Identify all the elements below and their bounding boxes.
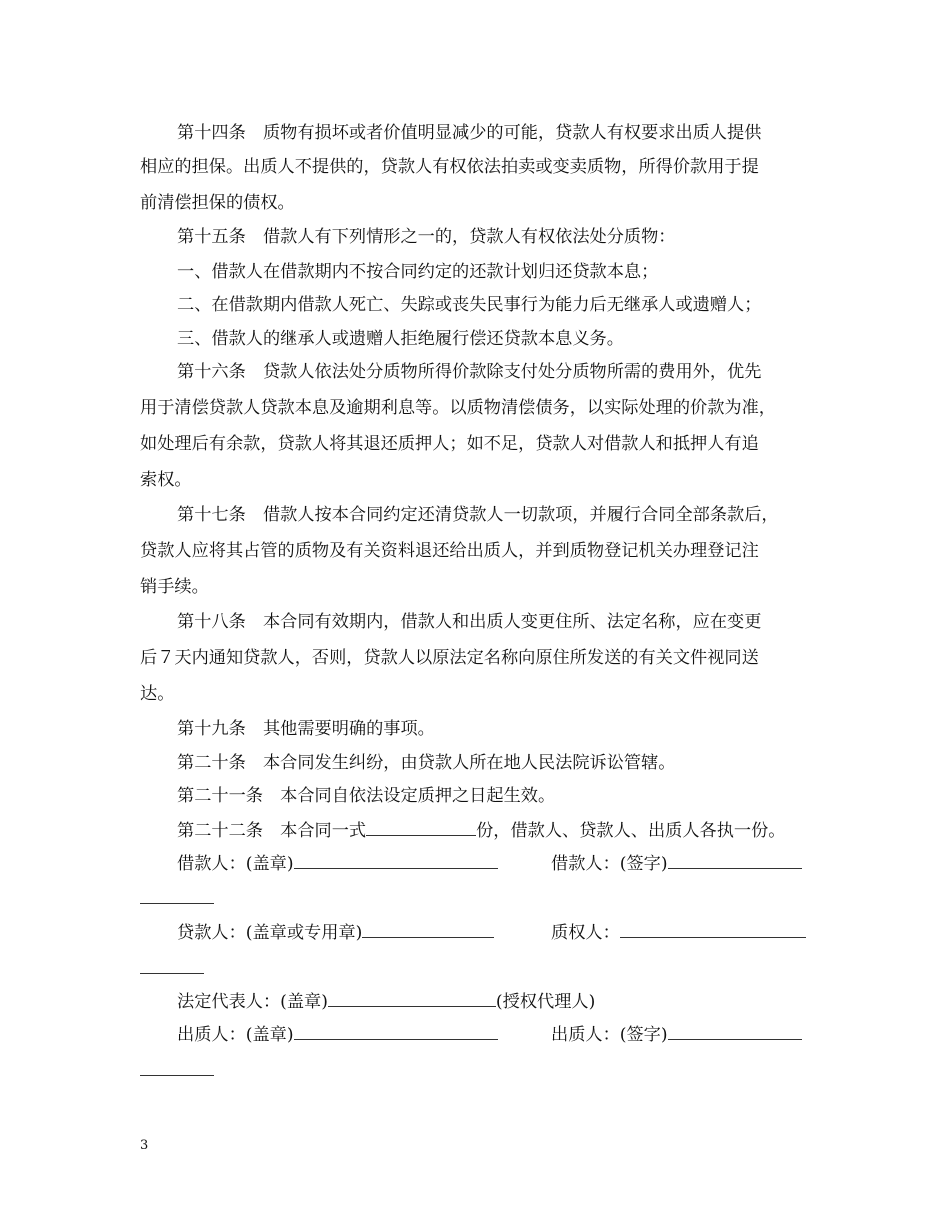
borrower-sign-label: 借款人：(签字) [551, 854, 668, 874]
pledgor-sign-continuation [140, 1060, 820, 1081]
article-16-line-1: 第十六条 贷款人依法处分质物所得价款除支付处分质物所需的费用外，优先 [177, 362, 762, 382]
article-15-line-1: 第十五条 借款人有下列情形之一的，贷款人有权依法处分质物： [177, 227, 676, 247]
pledgee-blank-cont[interactable] [140, 958, 204, 974]
article-15-item-2: 二、在借款期内借款人死亡、失踪或丧失民事行为能力后无继承人或遗赠人； [177, 295, 762, 315]
article-16-line-3: 如处理后有余款，贷款人将其退还质押人；如不足，贷款人对借款人和抵押人有追 [140, 434, 759, 454]
borrower-seal-label: 借款人：(盖章) [177, 854, 294, 874]
article-18-line-1: 第十八条 本合同有效期内，借款人和出质人变更住所、法定名称，应在变更 [177, 612, 762, 632]
agent-label: (授权代理人) [495, 992, 596, 1012]
pledgor-seal-label: 出质人：(盖章) [177, 1025, 294, 1045]
pledgor-sign-blank-cont[interactable] [140, 1060, 214, 1076]
article-22 [177, 820, 820, 841]
pledgor-sign-label: 出质人：(签字) [551, 1025, 668, 1045]
copies-blank[interactable] [366, 820, 476, 836]
legal-rep-label: 法定代表人：(盖章) [177, 992, 328, 1012]
article-14-line-1: 第十四条 质物有损坏或者价值明显减少的可能，贷款人有权要求出质人提供 [177, 123, 762, 143]
article-19: 第十九条 其他需要明确的事项。 [177, 719, 435, 739]
article-14-line-2: 相应的担保。出质人不提供的，贷款人有权依法拍卖或变卖质物，所得价款用于提 [140, 157, 759, 177]
pledgor-seal-blank[interactable] [294, 1024, 498, 1040]
borrower-sign-blank-cont[interactable] [140, 888, 214, 904]
article-15-item-1: 一、借款人在借款期内不按合同约定的还款计划归还贷款本息； [177, 262, 659, 282]
borrower-sign-continuation [140, 888, 820, 909]
page-number: 3 [140, 1138, 149, 1153]
borrower-sign-row [551, 853, 821, 874]
borrower-sign-blank[interactable] [668, 853, 802, 869]
article-17-line-1: 第十七条 借款人按本合同约定还清贷款人一切款项，并履行合同全部条款后， [177, 505, 779, 525]
article-22-text-pre: 第二十二条 本合同一式 [177, 821, 367, 841]
legal-rep-row [177, 991, 820, 1012]
article-17-line-2: 贷款人应将其占管的质物及有关资料退还给出质人，并到质物登记机关办理登记注 [140, 541, 759, 561]
article-18-line-2: 后７天内通知贷款人，否则，贷款人以原法定名称向原住所发送的有关文件视同送 [140, 648, 759, 668]
pledgee-label: 质权人： [551, 923, 620, 943]
article-17-line-3: 销手续。 [140, 577, 209, 597]
article-15-item-3: 三、借款人的继承人或遗赠人拒绝履行偿还贷款本息义务。 [177, 329, 624, 349]
article-18-line-3: 达。 [140, 684, 175, 704]
lender-seal-label: 贷款人：(盖章或专用章) [177, 923, 363, 943]
pledgor-sign-row [551, 1024, 821, 1045]
article-16-line-2: 用于清偿贷款人贷款本息及逾期利息等。以质物清偿债务，以实际处理的价款为准， [140, 398, 776, 418]
legal-rep-blank[interactable] [328, 991, 496, 1007]
pledgee-blank[interactable] [620, 922, 806, 938]
article-20: 第二十条 本合同发生纠纷，由贷款人所在地人民法院诉讼管辖。 [177, 753, 676, 773]
article-21: 第二十一条 本合同自依法设定质押之日起生效。 [177, 786, 556, 806]
lender-seal-blank[interactable] [362, 922, 494, 938]
pledgor-sign-blank[interactable] [668, 1024, 802, 1040]
article-22-text-post: 份，借款人、贷款人、出质人各执一份。 [476, 821, 786, 841]
borrower-seal-blank[interactable] [294, 853, 498, 869]
article-16-line-4: 索权。 [140, 470, 192, 490]
article-14-line-3: 前清偿担保的债权。 [140, 193, 295, 213]
pledgee-continuation [140, 958, 820, 979]
pledgee-row [551, 922, 821, 943]
